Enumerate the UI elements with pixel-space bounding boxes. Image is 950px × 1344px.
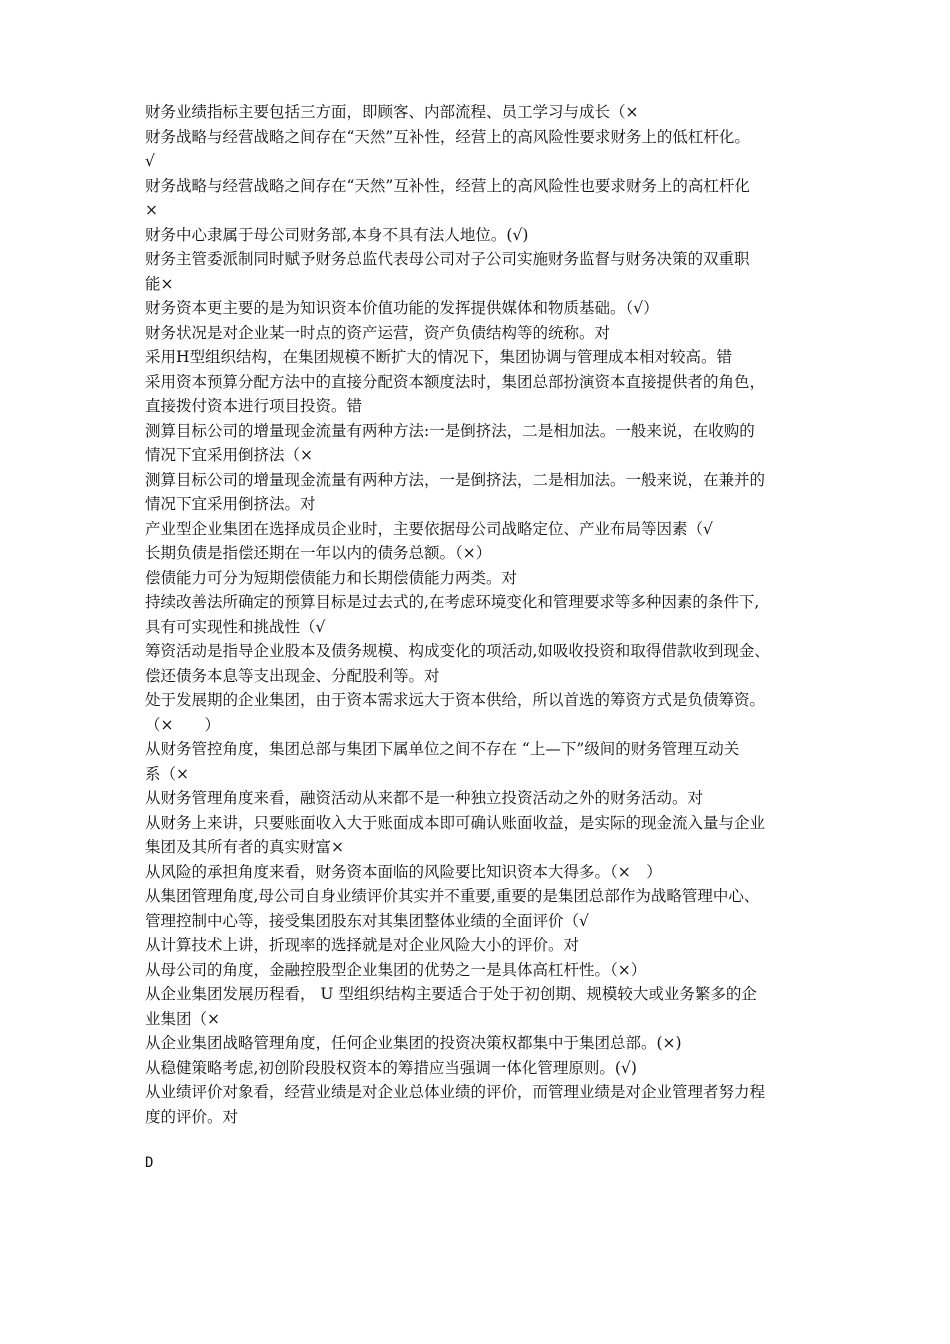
statement-item bbox=[145, 321, 813, 346]
statement-item bbox=[145, 590, 813, 639]
statement-line: 集团及其所有者的真实财富× bbox=[145, 838, 344, 856]
statement-line: 从母公司的角度，金融控股型企业集团的优势之一是具体高杠杆性。（×） bbox=[145, 960, 647, 979]
statement-line: 测算目标公司的增量现金流量有两种方法，一是倒挤法，二是相加法。一般来说，在兼并的 bbox=[145, 470, 766, 489]
statement-line: √ bbox=[145, 152, 155, 170]
statement-item bbox=[145, 345, 813, 370]
statement-line: 产业型企业集团在选择成员企业时，主要依据母公司战略定位、产业布局等因素（√ bbox=[145, 519, 713, 538]
statement-line: 处于发展期的企业集团，由于资本需求远大于资本供给，所以首选的筹资方式是负债筹资。 bbox=[145, 691, 766, 709]
statement-line: 财务业绩指标主要包括三方面，即顾客、内部流程、员工学习与成长（× bbox=[145, 103, 639, 121]
statement-line: 测算目标公司的增量现金流量有两种方法:一是倒挤法，二是相加法。一般来说，在收购的 bbox=[145, 421, 755, 440]
statement-item bbox=[145, 958, 813, 983]
statement-line: 从财务管理角度来看，融资活动从来都不是一种独立投资活动之外的财务活动。对 bbox=[145, 789, 704, 807]
statement-line: 财务状况是对企业某一时点的资产运营，资产负债结构等的统称。对 bbox=[145, 323, 611, 342]
statement-line: 从企业集团战略管理角度，任何企业集团的投资决策权都集中于集团总部。(×) bbox=[145, 1034, 682, 1052]
statement-line: 财务主管委派制同时赋予财务总监代表母公司对子公司实施财务监督与财务决策的双重职 bbox=[145, 250, 750, 268]
statement-line: 采用H型组织结构，在集团规模不断扩大的情况下，集团协调与管理成本相对较高。错 bbox=[145, 348, 733, 366]
statement-item bbox=[145, 811, 813, 860]
statement-line: 情况下宜采用倒挤法。对 bbox=[145, 495, 316, 513]
statement-line: 直接拨付资本进行项目投资。错 bbox=[145, 397, 363, 415]
statement-line: 从业绩评价对象看，经营业绩是对企业总体业绩的评价，而管理业绩是对企业管理者努力程 bbox=[145, 1083, 766, 1101]
statement-line: 度的评价。对 bbox=[145, 1107, 239, 1126]
statement-line: 偿还债务本息等支出现金、分配股利等。对 bbox=[145, 666, 440, 685]
statement-line: 持续改善法所确定的预算目标是过去式的,在考虑环境变化和管理要求等多种因素的条件下, bbox=[145, 593, 760, 611]
statement-line: 从企业集团发展历程看， U 型组织结构主要适合于处于初创期、规模较大或业务繁多的企 bbox=[145, 985, 757, 1003]
statement-line: 采用资本预算分配方法中的直接分配资本额度法时，集团总部扮演资本直接提供者的角色， bbox=[145, 372, 766, 391]
statement-item bbox=[145, 639, 813, 688]
statement-line: 能× bbox=[145, 274, 174, 293]
statement-line: 从稳健策略考虑,初创阶段股权资本的筹措应当强调一体化管理原则。(√) bbox=[145, 1058, 637, 1077]
statement-line: 从集团管理角度,母公司自身业绩评价其实并不重要,重要的是集团总部作为战略管理中心、 bbox=[145, 887, 760, 905]
statement-line: 财务战略与经营战略之间存在“天然”互补性，经营上的高风险性要求财务上的低杠杆化。 bbox=[145, 127, 750, 146]
statement-item bbox=[145, 1080, 813, 1129]
statement-item bbox=[145, 370, 813, 419]
statement-line: 具有可实现性和挑战性（√ bbox=[145, 617, 326, 636]
statement-item bbox=[145, 517, 813, 542]
statement-item bbox=[145, 100, 813, 125]
statement-line: × bbox=[145, 201, 158, 219]
statement-item bbox=[145, 223, 813, 248]
statement-item bbox=[145, 541, 813, 566]
statement-item bbox=[145, 174, 813, 223]
statement-item bbox=[145, 982, 813, 1031]
statement-line: 偿债能力可分为短期偿债能力和长期偿债能力两类。对 bbox=[145, 568, 518, 587]
statement-item bbox=[145, 688, 813, 737]
statement-line: 从财务上来讲，只要账面收入大于账面成本即可确认账面收益，是实际的现金流入量与企业 bbox=[145, 813, 766, 832]
statement-line: 情况下宜采用倒挤法（× bbox=[145, 446, 313, 464]
statement-item bbox=[145, 125, 813, 174]
statement-line: 系（× bbox=[145, 764, 189, 783]
statement-line: （× ） bbox=[145, 715, 220, 734]
statement-line: 财务资本更主要的是为知识资本价值功能的发挥提供媒体和物质基础。（√） bbox=[145, 299, 659, 317]
statement-item bbox=[145, 419, 813, 468]
statement-line: 从风险的承担角度来看，财务资本面临的风险要比知识资本大得多。（× ） bbox=[145, 862, 662, 881]
statement-line: 财务战略与经营战略之间存在“天然”互补性，经营上的高风险性也要求财务上的高杠杆化 bbox=[145, 176, 750, 195]
statement-line: 长期负债是指偿还期在一年以内的债务总额。（×） bbox=[145, 544, 492, 562]
statement-item bbox=[145, 786, 813, 811]
statement-line: 财务中心隶属于母公司财务部,本身不具有法人地位。(√) bbox=[145, 225, 529, 244]
section-letter: D bbox=[145, 1155, 154, 1171]
statement-item bbox=[145, 566, 813, 591]
statement-item bbox=[145, 296, 813, 321]
statement-item bbox=[145, 468, 813, 517]
statement-item bbox=[145, 860, 813, 885]
statement-line: 从计算技术上讲，折现率的选择就是对企业风险大小的评价。对 bbox=[145, 936, 580, 954]
statement-item bbox=[145, 1056, 813, 1081]
document-body bbox=[145, 100, 813, 1176]
statement-line: 筹资活动是指导企业股本及债务规模、构成变化的项活动,如吸收投资和取得借款收到现金、 bbox=[145, 642, 770, 660]
statement-item bbox=[145, 1031, 813, 1056]
statement-line: 管理控制中心等，接受集团股东对其集团整体业绩的全面评价（√ bbox=[145, 911, 589, 930]
statement-line: 业集团（× bbox=[145, 1009, 220, 1028]
statement-item bbox=[145, 933, 813, 958]
statement-item bbox=[145, 884, 813, 933]
statement-item bbox=[145, 737, 813, 786]
statement-item bbox=[145, 247, 813, 296]
statement-line: 从财务管控角度，集团总部与集团下属单位之间不存在 “上—下”级间的财务管理互动关 bbox=[145, 740, 740, 758]
statement-list bbox=[145, 100, 813, 1129]
